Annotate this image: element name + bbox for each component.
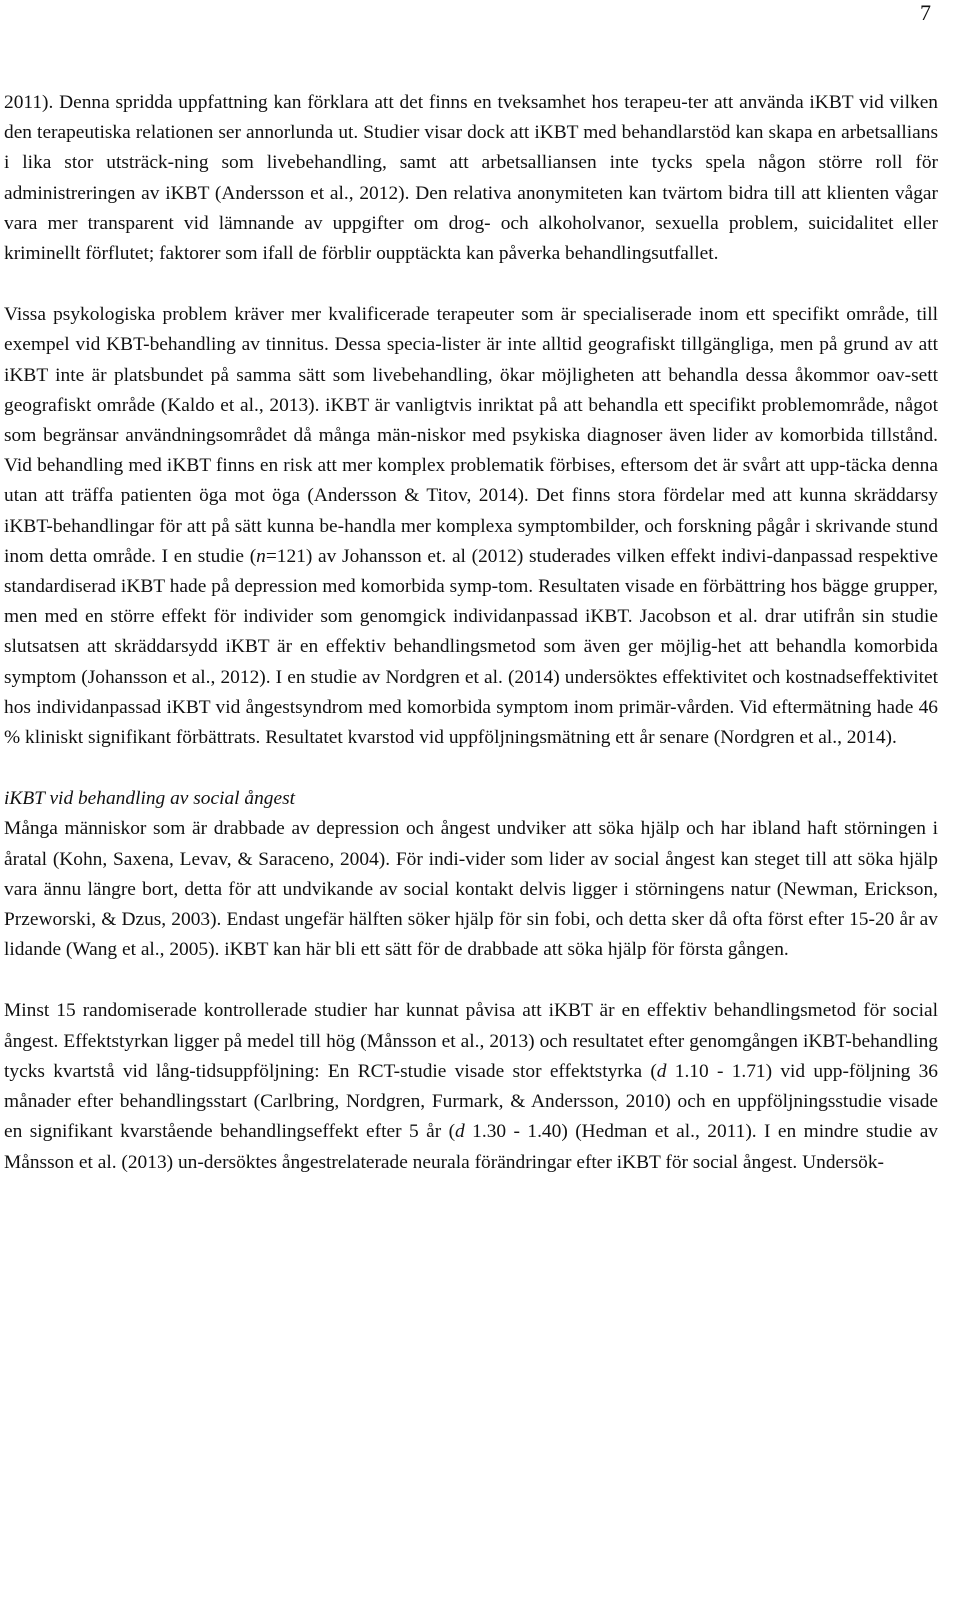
paragraph-text: 2011). Denna spridda uppfattning kan förklara att det finns en tveksamhet hos terapeu-ter att använda iKBT vid vilken den terapeutiska relationen ser annorlunda ut. Studier visar dock att iKBT med behandlarstöd kan skapa en arbetsallians i lika stor utsträck-ning som livebehandling, samt att arbetsalliansen inte tycks spela någon större roll för administreringen av iKBT (Andersson et al., 2012). Den relativa anonymiteten kan tvärtom bidra till att klienten vågar vara mer transparent vid lämnande av uppgifter om drog- och alkoholvanor, sexuella problem, suicidalitet eller kriminellt förflutet; faktorer som ifall de förblir oupptäckta kan påverka behandlingsutfallet.	[4, 92, 938, 265]
section-heading: iKBT vid behandling av social ångest	[4, 788, 296, 810]
paragraph-specialists	[4, 300, 938, 753]
paragraph-rct-studies	[4, 996, 938, 1177]
paragraph-social-anxiety	[4, 814, 938, 965]
paragraph-alliance	[4, 88, 938, 269]
paragraph-text: Minst 15 randomiserade kontrollerade studier har kunnat påvisa att iKBT är en effektiv behandlingsmetod för social ångest. Effektstyrkan ligger på medel till hög (Månsson et al., 2013) och resultatet efter genomgången iKBT-behandling tycks kvartstå vid lång-tidsuppföljning: En RCT-studie visade stor effektstyrka (	[4, 1000, 938, 1082]
paragraph-text: Många människor som är drabbade av depression och ångest undviker att söka hjälp och har ibland haft störningen i åratal (Kohn, Saxena, Levav, & Saraceno, 2004). För indi-vider som lider av social ångest kan steget till att söka hjälp vara ännu längre bort, detta för att undvikande av social kontakt delvis ligger i störningens natur (Newman, Erickson, Przeworski, & Dzus, 2003). Endast ungefär hälften söker hjälp för sin fobi, och detta sker då ofta först efter 15-20 år av lidande (Wang et al., 2005). iKBT kan här bli ett sätt för de drabbade att söka hjälp för första gången.	[4, 818, 938, 961]
paragraph-text: 1.10 - 1.71) vid upp-följning 36 månader efter behandlingsstart (Carlbring, Nordgren, Furmark, & Andersson, 2010) och en uppföljningsstudie visade en signifikant kvarstående behandlingseffekt efter 5 år (	[4, 1060, 938, 1143]
document-body	[4, 88, 938, 1178]
paragraph-text: =121) av Johansson et. al (2012) studerades vilken effekt indivi-danpassad respektive standardiserad iKBT hade på depression med komorbida symp-tom. Resultaten visade en förbättring hos bägge grupper, men med en större effekt för individer som genomgick individanpassad iKBT. Jacobson et al. drar utifrån sin studie slutsatsen att skräddarsydd iKBT är en effektiv behandlingsmetod som även ger möjlig-het att behandla komorbida symptom (Johansson et al., 2012). I en studie av Nordgren et al. (2014) undersöktes effektivitet och kostnadseffektivitet hos individanpassad iKBT vid ångestsyndrom med komorbida symptom inom primär-vården. Vid eftermätning hade 46 % kliniskt signifikant förbättrats. Resultatet kvarstod vid uppföljningsmätning ett år senare (Nordgren et al., 2014).	[4, 545, 938, 749]
italic-d: d	[455, 1121, 465, 1143]
paragraph-text: 1.30 - 1.40) (Hedman et al., 2011). I en mindre studie av Månsson et al. (2013) un-dersöktes ångestrelaterade neurala förändringar efter iKBT för social ångest. Undersök-	[4, 1121, 939, 1173]
page-number: 7	[920, 0, 931, 25]
paragraph-text: Vissa psykologiska problem kräver mer kvalificerade terapeuter som är specialiserade inom ett specifikt område, till exempel vid KBT-behandling av tinnitus. Dessa specia-lister är inte alltid geografiskt tillgängliga, men på grund av att iKBT inte är platsbundet på samma sätt som livebehandling, ökar möjligheten att behandla dessa åkommor oav-sett geografiskt område (Kaldo et al., 2013). iKBT är vanligtvis inriktat på att behandla ett specifikt problemområde, något som begränsar användningsområdet då många män-niskor med psykiska diagnoser även lider av komorbida tillstånd. Vid behandling med iKBT finns en risk att mer komplex problematik förbises, eftersom det är svårt att upp-täcka denna utan att träffa patienten öga mot öga (Andersson & Titov, 2014). Det finns stora fördelar med att kunna skräddarsy iKBT-behandlingar för att på sätt kunna be-handla mer komplexa symptombilder, och forskning pågår i skrivande stund inom detta område. I en studie (	[4, 304, 938, 567]
italic-n: n	[256, 545, 266, 567]
italic-d: d	[656, 1060, 667, 1082]
